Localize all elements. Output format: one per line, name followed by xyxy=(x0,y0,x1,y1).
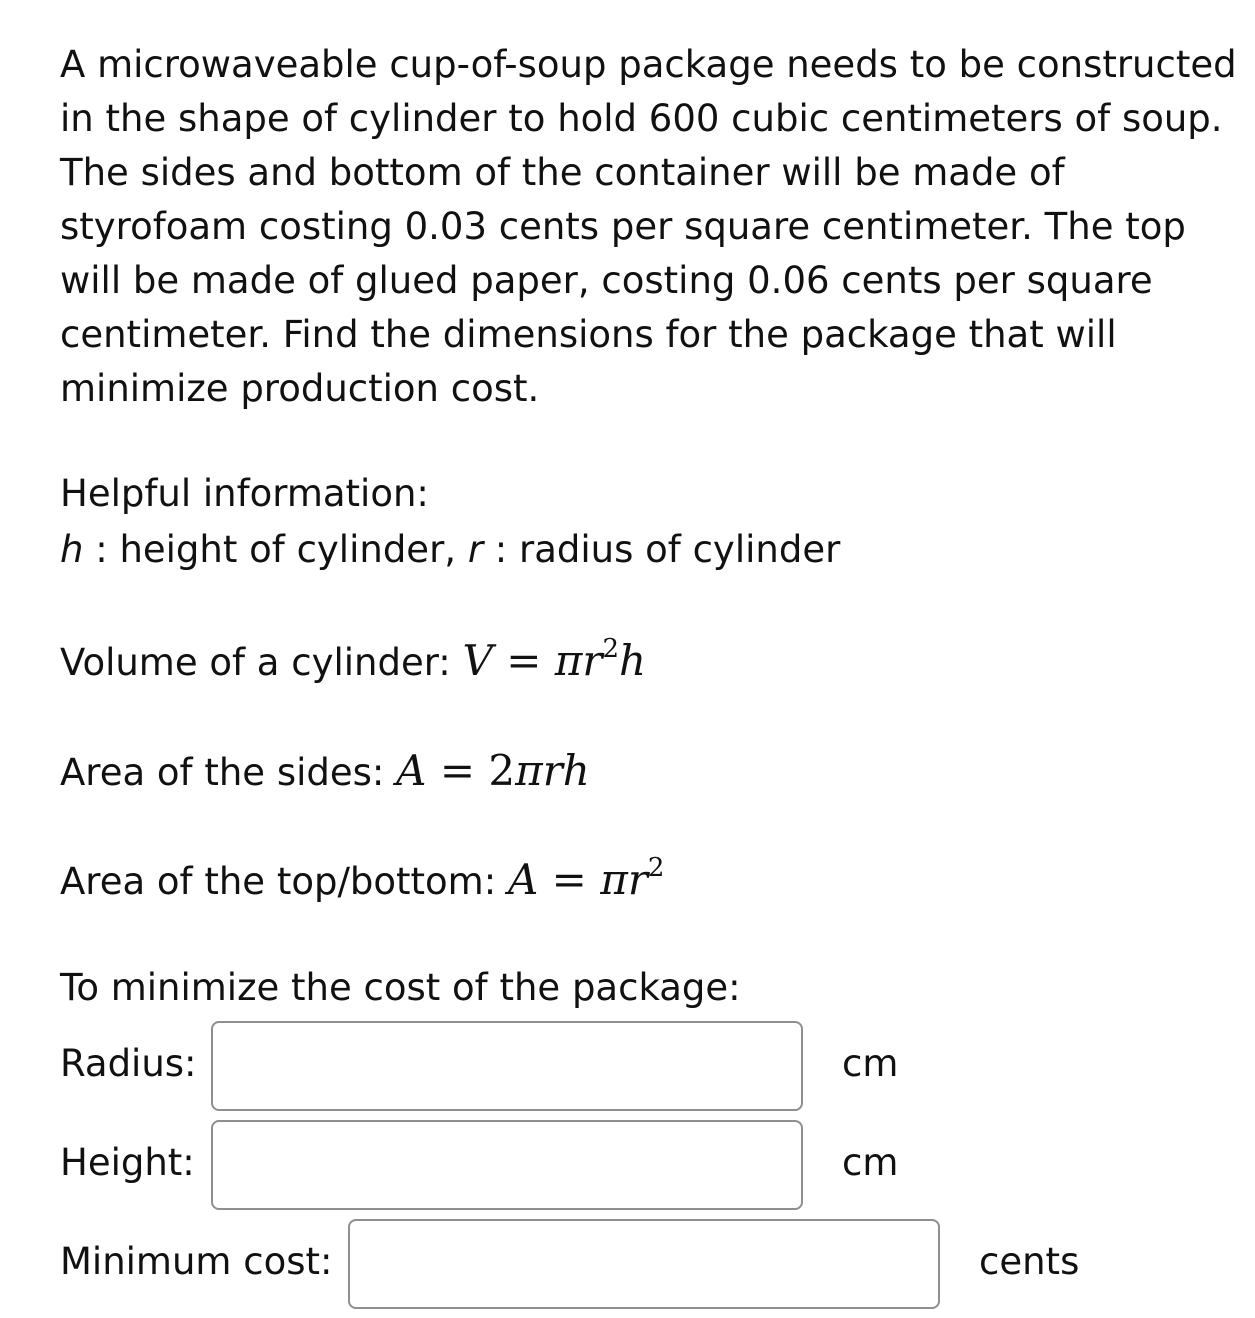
sides-equation: A = 2πrh xyxy=(396,746,590,795)
h-variable: h xyxy=(60,528,84,571)
volume-equation: $V = \pi r^2h$ xyxy=(462,634,647,685)
topbottom-equation: $A = \pi r^2$ xyxy=(507,853,665,904)
height-unit: cm xyxy=(842,1141,899,1184)
r-variable: r xyxy=(467,528,484,571)
radius-input[interactable] xyxy=(211,1021,803,1111)
cost-label: Minimum cost: xyxy=(60,1240,333,1283)
radius-label: Radius: xyxy=(60,1042,197,1085)
height-label: Height: xyxy=(60,1141,195,1184)
cost-input[interactable] xyxy=(348,1219,940,1309)
variable-definitions xyxy=(60,528,840,571)
sides-label: Area of the sides: xyxy=(60,751,397,794)
r-description: : radius of cylinder xyxy=(483,528,841,571)
sides-area-formula xyxy=(60,746,590,795)
helpful-heading: Helpful information: xyxy=(60,472,429,515)
volume-formula xyxy=(60,636,646,685)
topbottom-label: Area of the top/bottom: xyxy=(60,860,508,903)
height-input[interactable] xyxy=(211,1120,803,1210)
problem-statement: A microwaveable cup-of-soup package needs to be constructed in the shape of cylinder to hold 600 cubic centimeters of soup. The sides and bottom of the container will be made of styrofoam costing 0.03 cents per square centimeter. The top will be made of glued paper, costing 0.06 cents per square centimeter. Find the dimensions for the package that will minimize production cost. xyxy=(60,43,1237,410)
h-description: : height of cylinder, xyxy=(83,528,468,571)
topbottom-area-formula xyxy=(60,855,664,904)
answer-heading: To minimize the cost of the package: xyxy=(60,966,741,1009)
volume-label: Volume of a cylinder: xyxy=(60,641,463,684)
radius-unit: cm xyxy=(842,1042,899,1085)
cost-unit: cents xyxy=(979,1240,1080,1283)
